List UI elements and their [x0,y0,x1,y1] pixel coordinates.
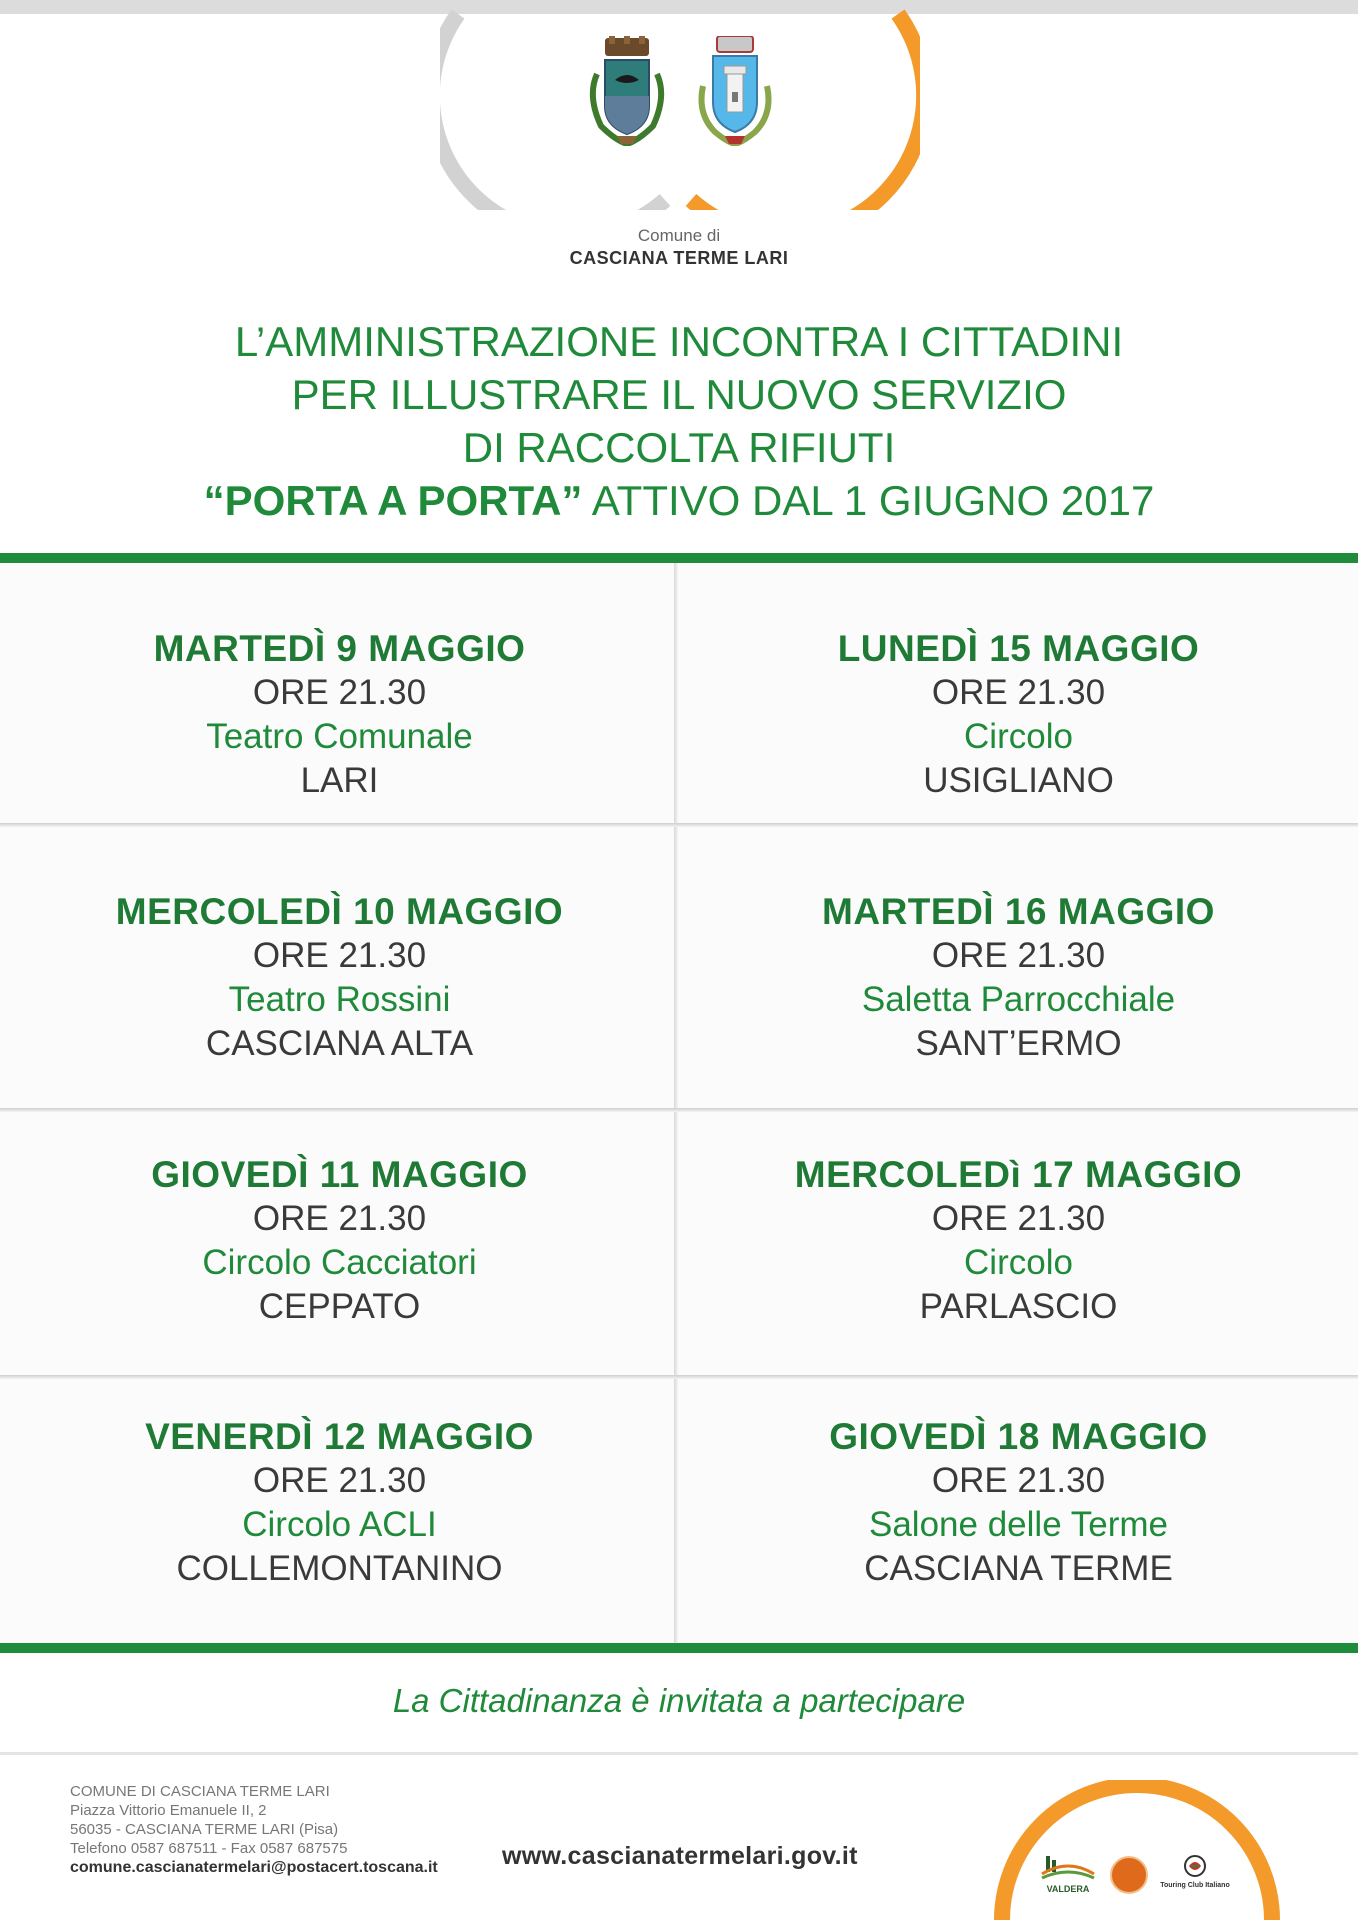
event-card [679,890,1358,1066]
event-day: GIOVEDÌ 18 MAGGIO [829,1416,1208,1457]
comune-di-label: Comune di [637,226,721,245]
event-time: ORE 21.30 [931,1199,1106,1238]
website-link[interactable]: www.cascianatermelari.gov.it [502,1842,858,1870]
event-time: ORE 21.30 [931,936,1106,975]
municipality-logo [440,0,920,210]
event-day: GIOVEDÌ 11 MAGGIO [151,1154,528,1195]
event-venue: Teatro Comunale [206,717,473,756]
address-line: 56035 - CASCIANA TERME LARI (Pisa) [70,1821,339,1838]
event-town: CEPPATO [258,1287,421,1326]
event-town: SANT’ERMO [915,1024,1122,1063]
event-day: MARTEDÌ 16 MAGGIO [822,891,1215,932]
event-town: CASCIANA ALTA [205,1024,474,1063]
event-day: LUNEDÌ 15 MAGGIO [837,628,1200,669]
event-time: ORE 21.30 [931,673,1106,712]
address-line: Piazza Vittorio Emanuele II, 2 [70,1802,267,1819]
event-venue: Circolo Cacciatori [202,1243,477,1282]
tower-crest-icon [695,36,775,146]
castle-crest-icon [587,36,667,146]
event-venue: Circolo ACLI [242,1505,437,1544]
event-day: MARTEDÌ 9 MAGGIO [153,628,526,669]
headline-line-4 [0,474,1358,527]
headline-line-3: DI RACCOLTA RIFIUTI [462,424,896,471]
event-town: LARI [300,761,379,800]
event-time: ORE 21.30 [252,1461,427,1500]
municipality-name: CASCIANA TERME LARI [569,248,789,268]
touring-club-label: Touring Club Italiano [1160,1882,1230,1889]
event-card [679,627,1358,803]
valdera-logo-icon [1038,1850,1098,1898]
touring-club-logo-icon [1160,1852,1230,1896]
event-time: ORE 21.30 [931,1461,1106,1500]
event-time: ORE 21.30 [252,1199,427,1238]
valdera-label: VALDERA [1046,1884,1090,1894]
pec-email-link[interactable]: comune.cascianatermelari@postacert.toscana.it [70,1859,438,1876]
events-grid [0,563,1358,1643]
event-card [0,890,679,1066]
event-day: MERCOLEDÌ 10 MAGGIO [115,891,564,932]
event-day: VENERDÌ 12 MAGGIO [145,1416,534,1457]
headline [0,315,1358,527]
event-town: COLLEMONTANINO [176,1549,503,1588]
event-time: ORE 21.30 [252,936,427,975]
event-card [0,627,679,803]
event-venue: Teatro Rossini [228,980,451,1019]
phone-fax-line: Telefono 0587 687511 - Fax 0587 687575 [70,1840,348,1857]
event-town: PARLASCIO [919,1287,1118,1326]
partner-logos-area [990,1780,1290,1920]
porta-a-porta-label: “PORTA A PORTA” [203,477,583,524]
headline-line-1: L’AMMINISTRAZIONE INCONTRA I CITTADINI [234,318,1124,365]
event-town: USIGLIANO [923,761,1114,800]
headline-line-2: PER ILLUSTRARE IL NUOVO SERVIZIO [291,371,1067,418]
event-venue: Saletta Parrocchiale [861,980,1176,1019]
divider-top [0,553,1358,563]
partner-logos [1038,1850,1238,1900]
event-card [0,1415,679,1591]
event-town: CASCIANA TERME [864,1549,1173,1588]
grid-row-divider [0,1375,1358,1379]
divider-bottom [0,1643,1358,1653]
grid-row-divider [0,823,1358,827]
event-card [679,1153,1358,1329]
event-day: MERCOLEDì 17 MAGGIO [794,1154,1243,1195]
grid-row-divider [0,1108,1358,1112]
footer-divider [0,1752,1358,1755]
event-venue: Circolo [964,1243,1073,1282]
contact-address [70,1782,438,1877]
partner-seal-icon [1110,1856,1148,1894]
invitation-text: La Cittadinanza è invitata a partecipare [392,1682,966,1719]
activation-date-label: ATTIVO DAL 1 GIUGNO 2017 [582,477,1155,524]
event-venue: Salone delle Terme [869,1505,1168,1544]
address-line: COMUNE DI CASCIANA TERME LARI [70,1783,330,1800]
event-venue: Circolo [964,717,1073,756]
event-card [0,1153,679,1329]
event-time: ORE 21.30 [252,673,427,712]
event-card [679,1415,1358,1591]
